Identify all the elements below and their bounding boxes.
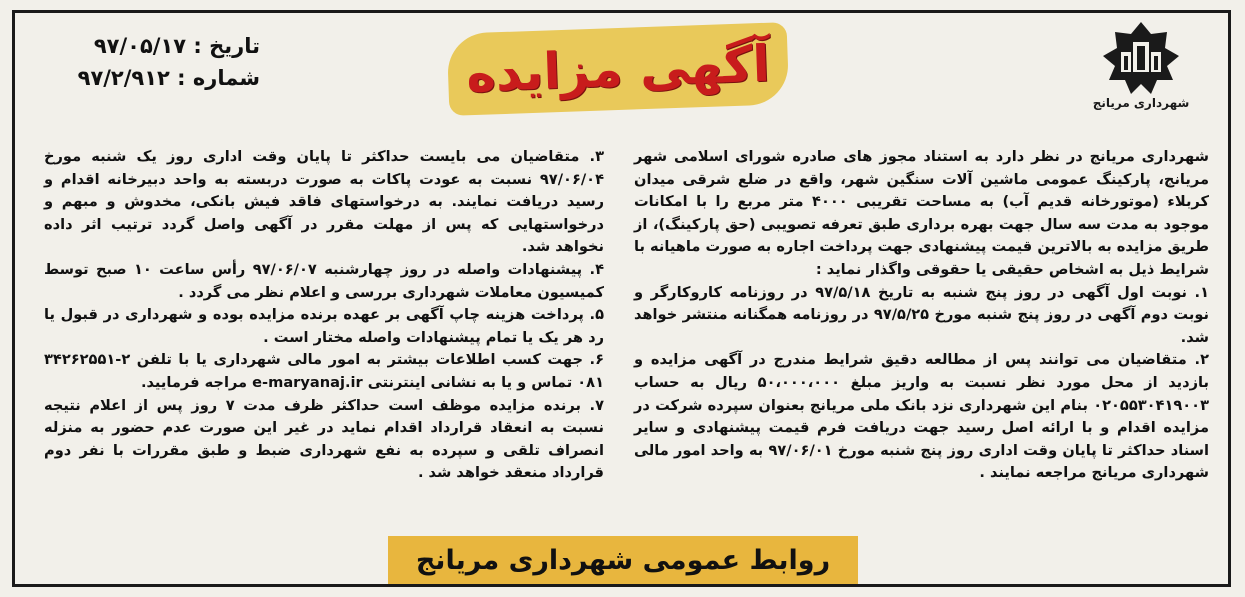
logo-caption: شهرداری مریانج — [1092, 96, 1190, 110]
condition-item-3: ۳. متقاضیان می بایست حداکثر تا پایان وقت اداری روز یک شنبه مورخ ۹۷/۰۶/۰۴ نسبت به عودت پاکات به صورت دربسته به واحد دبیرخانه اقدام و رسید دریافت نمایند. به درخواستهای فاقد فیش بانکی، مخدوش و مبهم و درخواستهایی که پس از مهلت مقرر در آگهی واصل گردد ترتیب اثر داده نخواهد شد. — [44, 148, 604, 256]
intro-paragraph: شهرداری مریانج در نظر دارد به استناد مجوز های صادره شورای اسلامی شهر مریانج، پارکینگ عمومی ماشین آلات سنگین شهر، واقع در ضلع شرقی میدان کربلاء (موتورخانه قدیم آب) به مساحت تقریبی ۴۰۰۰ متر مربع را با امکانات موجود به مدت سه سال جهت بهره برداری طبق تعرفه تصویبی (حق پارکینگ)، از طریق مزایده به بالاترین قیمت پیشنهادی جهت پرداخت اجاره به صورت ماهیانه با شرایط ذیل به اشخاص حقیقی یا حقوقی واگذار نماید : — [633, 148, 1209, 278]
notice-meta — [70, 30, 260, 94]
right-text-column — [634, 146, 1209, 485]
condition-item-6: ۶. جهت کسب اطلاعات بیشتر به امور مالی شهرداری یا با تلفن ۲-۳۴۲۶۲۵۵۱ ۰۸۱ تماس و یا به نشانی اینترنتی e-maryanaj.ir مراجه فرمایید. — [44, 351, 604, 391]
municipality-logo-icon — [1081, 20, 1201, 128]
condition-item-4: ۴. پیشنهادات واصله در روز چهارشنبه ۹۷/۰۶/۰۷ رأس ساعت ۱۰ صبح توسط کمیسیون معاملات شهرداری بررسی و اعلام نظر می گردد . — [44, 260, 604, 301]
condition-item-7: ۷. برنده مزایده موظف است حداکثر ظرف مدت ۷ روز پس از اعلام نتیجه نسبت به انعقاد قرارداد اقدام نماید در غیر این صورت عدم حضور به منزله انصراف تلقی و سپرده به نفع شهرداری ضبط و طبق مقررات با نفر دوم قرارداد منعقد خواهد شد . — [44, 396, 604, 482]
notice-date: تاریخ : ۹۷/۰۵/۱۷ — [93, 34, 260, 58]
condition-item-2: ۲. متقاضیان می توانند پس از مطالعه دقیق شرایط مندرج در آگهی مزایده و بازدید از محل مورد نظر نسبت به واریز مبلغ ۵۰،۰۰۰،۰۰۰ ریال به حساب ۰۲۰۵۵۳۰۴۱۹۰۰۳ بنام این شهرداری نزد بانک ملی مریانج بعنوان سپرده شرکت در مزایده اقدام و با ارائه اصل رسید جهت دریافت فرم قیمت پیشنهادی و سایر اسناد حداکثر تا پایان وقت اداری روز پنج شنبه مورخ ۹۷/۰۶/۰۱ به واحد امور مالی شهرداری مریانج مراجعه نمایند . — [634, 351, 1210, 482]
left-text-column — [44, 146, 604, 485]
footer-text: روابط عمومی شهرداری مریانج — [415, 544, 831, 576]
footer-banner — [388, 536, 858, 584]
notice-number: شماره : ۹۷/۲/۹۱۲ — [77, 66, 260, 90]
condition-item-1: ۱. نوبت اول آگهی در روز پنج شنبه به تاریخ ۹۷/۵/۱۸ در روزنامه کاروکارگر و نوبت دوم آگهی در روز پنج شنبه مورخ ۹۷/۵/۲۵ در روزنامه همگنانه منتشر خواهد شد. — [634, 283, 1209, 346]
condition-item-5: ۵. پرداخت هزینه چاپ آگهی بر عهده برنده مزایده بوده و شهرداری در قبول یا رد هر یک یا تمام پیشنهادات واصله مختار است . — [44, 306, 604, 346]
notice-title-banner — [447, 22, 790, 116]
page-title: آگهی مزایده — [465, 34, 771, 104]
